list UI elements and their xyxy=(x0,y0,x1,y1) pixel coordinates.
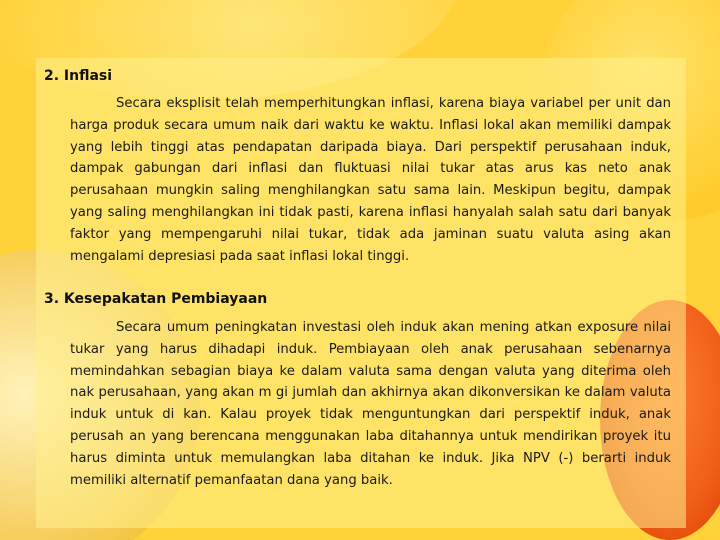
section-heading-inflasi: 2. Inflasi xyxy=(44,68,113,84)
section-body-kesepakatan-pembiayaan: Secara umum peningkatan investasi oleh induk akan mening atkan exposure nilai tukar yang harus dihadapi induk. Pembiayaan oleh anak perusahaan sebenarnya memindahkan sebagian biaya ke dalam valuta sama dengan valuta yang diterima oleh nak perusahaan, yang akan m gi jumlah dan akhirnya akan dikonversikan ke dalam valuta induk untuk di kan. Kalau proyek tidak menguntungkan dari perspektif induk, anak perusah an yang berencana menggunakan laba ditahannya untuk mendirikan proyek itu harus diminta untuk memulangkan laba ditahan ke induk. Jika NPV (-) berarti induk memiliki alternatif pemanfaatan dana yang baik. xyxy=(70,320,671,488)
section-body-inflasi: Secara eksplisit telah memperhitungkan inflasi, karena biaya variabel per unit dan harga produk secara umum naik dari waktu ke waktu. Inflasi lokal akan memiliki dampak yang lebih tinggi atas pendapatan daripada biaya. Dari perspektif perusahaan induk, dampak gabungan dari inflasi dan fluktuasi nilai tukar atas arus kas neto anak perusahaan mungkin saling menghilangkan satu sama lain. Meskipun begitu, dampak yang saling menghilangkan ini tidak pasti, karena inflasi hanyalah salah satu dari banyak faktor yang mempengaruhi nilai tukar, tidak ada jaminan suatu valuta asing akan mengalami depresiasi pada saat inflasi lokal tinggi. xyxy=(70,96,671,264)
section-heading-kesepakatan-pembiayaan: 3. Kesepakatan Pembiayaan xyxy=(44,291,268,307)
